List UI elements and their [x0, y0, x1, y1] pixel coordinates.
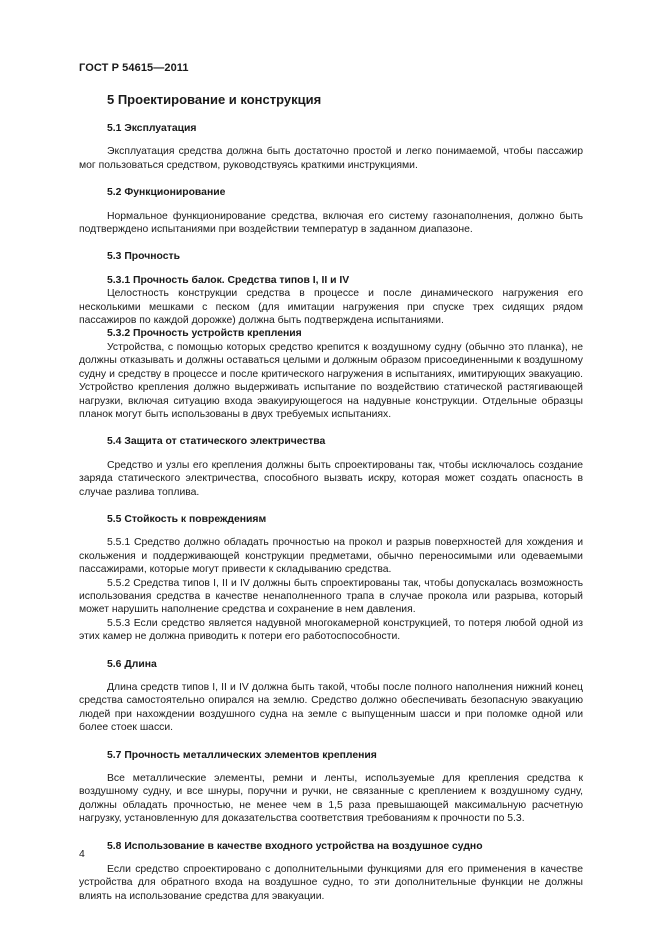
clause-title-5-3-1: 5.3.1 Прочность балок. Средства типов I, II и IV — [107, 274, 350, 286]
paragraph-5-4: Средство и узлы его крепления должны быть спроектированы так, чтобы исключалось создание заряда статического электричества, способного вызвать искру, которая может создать опасность в случае разлива топлива. — [79, 459, 583, 498]
paragraph-5-5-3: 5.5.3 Если средство является надувной многокамерной конструкцией, то потеря любой одной из этих камер не должна приводить к потери его работоспособности. — [79, 617, 583, 643]
paragraph-5-6: Длина средств типов I, II и IV должна быть такой, чтобы после полного наполнения нижний конец средства самостоятельно опирался на землю. Средство должно обеспечивать безопасную эвакуацию людей при нахождении воздушного судна на земле с выпущенным шасси и при поломке одной или более стоек шасси. — [79, 682, 583, 734]
clause-title-5-3-2: 5.3.2 Прочность устройств крепления — [107, 328, 302, 340]
paragraph-5-1: Эксплуатация средства должна быть достаточно простой и легко понимаемой, чтобы пассажир мог пользоваться средством, руководствуясь краткими инструкциями. — [79, 146, 583, 171]
page-content — [79, 92, 583, 903]
paragraph-5-3-1: Целостность конструкции средства в процессе и после динамического нагружения его несколькими мешками с песком (для имитации нагружения при спуске трех сидящих рядом пассажиров по каждой дорожке) должна быть подтверждена испытаниями. — [79, 288, 583, 327]
paragraph-5-5-1: 5.5.1 Средство должно обладать прочностью на прокол и разрыв поверхностей для хождения и скольжения и поддерживающей конструкции предметами, обычно переносимыми или одеваемыми пассажирами, которые могут привести к складыванию средства. — [79, 537, 583, 576]
paragraph-5-7: Все металлические элементы, ремни и ленты, используемые для крепления средства к воздушному судну, и все шнуры, поручни и ручки, не связанные с креплением к воздушному судну, должны обладать прочностью, не менее чем в 1,5 раза превышающей максимальную расчетную нагрузку, установленную для доказательства соответствия требованиям к прочности по 5.3. — [79, 773, 583, 825]
paragraph-5-8: Если средство спроектировано с дополнительными функциями для его применения в качестве устройства для обратного входа на воздушное судно, то эти дополнительные функции не должны влиять на использование средства для эвакуации. — [79, 864, 583, 902]
paragraph-5-2: Нормальное функционирование средства, включая его систему газонаполнения, должно быть подтверждено испытаниями при воздействии температур в заданном диапазоне. — [79, 210, 583, 236]
paragraph-5-5-2: 5.5.2 Средства типов I, II и IV должны быть спроектированы так, чтобы допускалась возможность использования средства в качестве ненаполненного трапа в случае прокола или разрыва, который может нарушить наполнение средства и сохранение в нем давления. — [79, 577, 583, 616]
page-number: 4 — [79, 849, 85, 860]
document-id: ГОСТ Р 54615—2011 — [79, 62, 189, 74]
subsection-title-5-4: 5.4 Защита от статического электричества — [107, 436, 326, 448]
subsection-title-5-2: 5.2 Функционирование — [107, 187, 226, 199]
paragraph-5-3-2: Устройства, с помощью которых средство крепится к воздушному судну (обычно это планка), не должны отказывать и должны оставаться целыми и должным образом присоединенными к воздушному судну и средству в процессе и после критического нагружения в испытаниях, имитирующих эвакуацию. Устройство крепления должно выдерживать испытание по воздействию статической растягивающей нагрузки, включая ситуацию входа эвакуирующегося на надувные конструкции. Отдельные образцы планок могут быть использованы в двух требуемых испытаниях. — [79, 341, 583, 420]
subsection-title-5-6: 5.6 Длина — [107, 658, 157, 670]
section-title: 5 Проектирование и конструкция — [107, 92, 322, 107]
subsection-title-5-5: 5.5 Стойкость к повреждениям — [107, 513, 267, 525]
subsection-title-5-3: 5.3 Прочность — [107, 251, 181, 263]
subsection-title-5-7: 5.7 Прочность металлических элементов крепления — [107, 749, 377, 761]
subsection-title-5-1: 5.1 Эксплуатация — [107, 123, 197, 134]
subsection-title-5-8: 5.8 Использование в качестве входного устройства на воздушное судно — [107, 840, 483, 852]
